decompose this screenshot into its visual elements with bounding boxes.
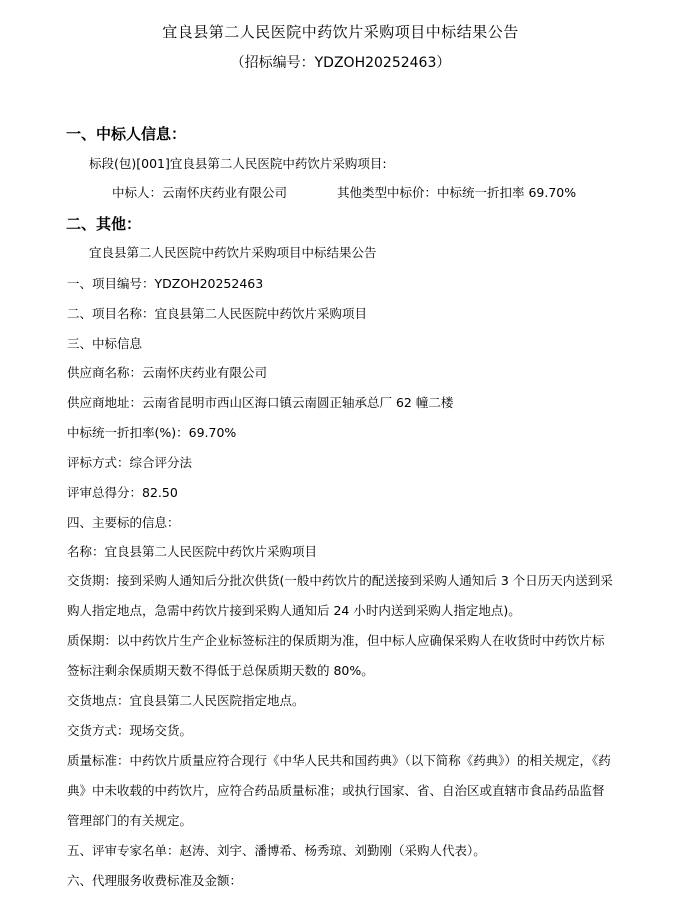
- section-heading-other: 二、其他：: [66, 215, 142, 233]
- project-number-line: 一、项目编号：YDZOH20252463: [67, 276, 264, 291]
- supplier-address-line: 供应商地址：云南省昆明市西山区海口镇云南圆正轴承总厂 62 幢二楼: [67, 395, 454, 410]
- expert-list-paragraph: 五、评审专家名单：赵涛、刘宇、潘博希、杨秀琼、刘勤刚（采购人代表）。: [67, 843, 486, 858]
- delivery-method-paragraph: 交货方式：现场交货。: [67, 723, 193, 738]
- tender-number: （招标编号：YDZOH20252463）: [230, 55, 451, 71]
- subject-name-line: 名称：宜良县第二人民医院中药饮片采购项目: [67, 544, 318, 559]
- document-title: 宜良县第二人民医院中药饮片采购项目中标结果公告: [162, 23, 519, 41]
- other-intro: 宜良县第二人民医院中药饮片采购项目中标结果公告: [89, 245, 377, 260]
- main-subject-heading: 四、主要标的信息：: [67, 515, 180, 530]
- shelf-life-paragraph: 质保期：以中药饮片生产企业标签标注的保质期为准，但中标人应确保采购人在收货时中药饮片标签标注剩余保质期天数不得低于总保质期天数的 80%。: [67, 633, 605, 678]
- evaluation-method-line: 评标方式：综合评分法: [67, 455, 193, 470]
- lot-line: 标段(包)[001]宜良县第二人民医院中药饮片采购项目:: [89, 156, 387, 171]
- award-info-heading: 三、中标信息: [67, 336, 143, 351]
- quality-standard-paragraph: 质量标准：中药饮片质量应符合现行《中华人民共和国药典》（以下简称《药典》）的相关规定，《药典》中未收载的中药饮片，应符合药品质量标准；或执行国家、省、自治区或直辖市食品药品监督管理部门的有关规定。: [67, 753, 611, 828]
- project-name-line: 二、项目名称：宜良县第二人民医院中药饮片采购项目: [67, 306, 368, 321]
- winning-price: 其他类型中标价：中标统一折扣率 69.70%: [337, 185, 577, 200]
- delivery-period-paragraph: 交货期：接到采购人通知后分批次供货(一般中药饮片的配送接到采购人通知后 3 个日历天内送到采购人指定地点，急需中药饮片接到采购人通知后 24 小时内送到采购人指定地点)。: [67, 573, 613, 618]
- supplier-name-line: 供应商名称：云南怀庆药业有限公司: [67, 365, 268, 380]
- delivery-place-paragraph: 交货地点：宜良县第二人民医院指定地点。: [67, 693, 305, 708]
- winner-name: 中标人：云南怀庆药业有限公司: [112, 185, 288, 200]
- discount-rate-line: 中标统一折扣率(%)：69.70%: [67, 425, 237, 440]
- total-score-line: 评审总得分：82.50: [67, 485, 178, 500]
- agency-fee-heading: 六、代理服务收费标准及金额：: [67, 873, 243, 888]
- section-heading-winner: 一、中标人信息：: [66, 125, 187, 143]
